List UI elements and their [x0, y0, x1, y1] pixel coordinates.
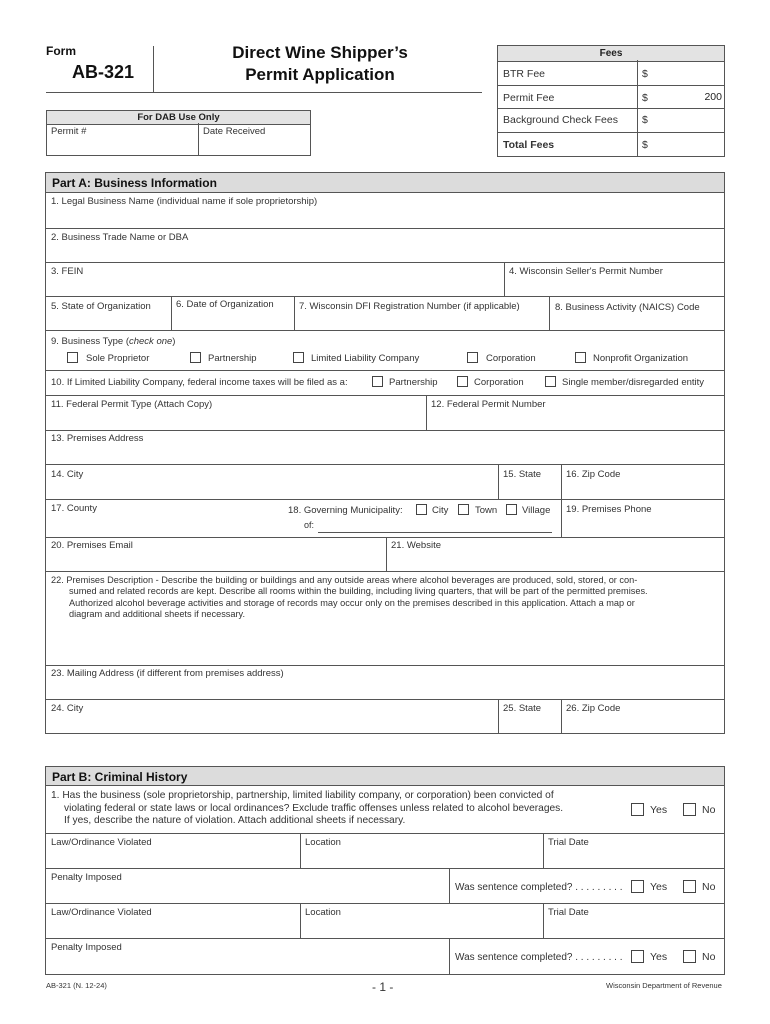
llc-tax-corporation-label: Corporation: [474, 377, 524, 388]
title-line-1: Direct Wine Shipper’s: [232, 43, 408, 62]
penalty-imposed-input-2[interactable]: [47, 954, 447, 973]
date-received-input[interactable]: [200, 138, 309, 155]
trial-date-label-1: Trial Date: [548, 837, 589, 848]
business-type-label: 9. Business Type (check one): [51, 336, 176, 347]
fees-title: Fees: [498, 46, 724, 62]
municipality-town-checkbox[interactable]: [458, 504, 469, 515]
total-fees-input[interactable]: [650, 135, 722, 153]
llc-label: Limited Liability Company: [311, 353, 420, 364]
premises-address-input[interactable]: [47, 445, 723, 463]
fein-input[interactable]: [47, 277, 502, 295]
trade-name-input[interactable]: [47, 243, 723, 261]
sentence-no-label-1: No: [702, 881, 716, 893]
city-label: 14. City: [51, 469, 84, 480]
corporation-label: Corporation: [486, 353, 536, 364]
llc-tax-single-member-checkbox[interactable]: [545, 376, 556, 387]
llc-tax-single-member-label: Single member/disregarded entity: [562, 377, 705, 388]
state-of-organization-input[interactable]: [47, 313, 169, 329]
law-violated-label-2: Law/Ordinance Violated: [51, 907, 152, 918]
date-of-organization-input[interactable]: [173, 313, 292, 329]
mailing-city-label: 24. City: [51, 703, 84, 714]
permit-fee-input[interactable]: 200: [704, 91, 722, 103]
state-input[interactable]: [500, 480, 559, 498]
penalty-imposed-label-1: Penalty Imposed: [51, 872, 122, 883]
municipality-of-label: of:: [304, 520, 315, 530]
date-of-organization-label: 6. Date of Organization: [176, 299, 274, 310]
sentence-no-label-2: No: [702, 951, 716, 963]
mailing-state-label: 25. State: [503, 703, 542, 714]
dab-title: For DAB Use Only: [47, 111, 310, 125]
mailing-address-input[interactable]: [47, 680, 723, 698]
mailing-zip-label: 26. Zip Code: [566, 703, 621, 714]
total-fees-currency: $: [642, 139, 648, 151]
premises-email-input[interactable]: [47, 552, 384, 570]
municipality-of-input[interactable]: [318, 518, 552, 532]
municipality-of-line: [318, 532, 552, 533]
premises-description-label: 22. Premises Description - Describe the building or buildings and any outside areas where alcohol beverages are produced, sold, stored, or con- sumed and related records are kept. Describe all rooms within the building, including living quarters, that will be part of the permitted premises. Authorized alcohol beverage activities and storage of records may occur only on the premises described in this application. Attach a map or diagram and additional sheets if necessary.: [51, 575, 648, 620]
city-input[interactable]: [47, 480, 496, 498]
sentence-no-checkbox-2[interactable]: [683, 950, 696, 963]
llc-tax-partnership-label: Partnership: [389, 377, 438, 388]
law-violated-label-1: Law/Ordinance Violated: [51, 837, 152, 848]
btr-fee-label: BTR Fee: [503, 68, 546, 80]
premises-description-input[interactable]: [47, 625, 723, 664]
dfi-registration-label: 7. Wisconsin DFI Registration Number (if applicable): [299, 301, 520, 312]
premises-email-label: 20. Premises Email: [51, 540, 133, 551]
page-number: - 1 -: [372, 980, 394, 994]
background-check-fee-label: Background Check Fees: [503, 114, 618, 126]
mailing-zip-input[interactable]: [563, 715, 723, 733]
title-line-2: Permit Application: [245, 65, 395, 84]
corporation-checkbox[interactable]: [467, 352, 478, 363]
conviction-yes-label: Yes: [650, 804, 668, 816]
conviction-yes-checkbox[interactable]: [631, 803, 644, 816]
municipality-city-checkbox[interactable]: [416, 504, 427, 515]
form-number: AB-321: [72, 62, 135, 82]
federal-permit-number-label: 12. Federal Permit Number: [431, 399, 546, 410]
conviction-no-checkbox[interactable]: [683, 803, 696, 816]
total-fees-label: Total Fees: [503, 139, 555, 151]
sole-proprietor-checkbox[interactable]: [67, 352, 78, 363]
sentence-yes-checkbox-1[interactable]: [631, 880, 644, 893]
footer-agency: Wisconsin Department of Revenue: [606, 981, 722, 990]
trial-date-input-1[interactable]: [545, 849, 723, 867]
location-input-2[interactable]: [302, 919, 541, 937]
partnership-label: Partnership: [208, 353, 257, 364]
municipality-city-label: City: [432, 505, 449, 516]
premises-phone-input[interactable]: [563, 515, 723, 535]
trade-name-label: 2. Business Trade Name or DBA: [51, 232, 189, 243]
sellers-permit-input[interactable]: [506, 277, 723, 295]
part-b-header: Part B: Criminal History: [45, 766, 725, 786]
sentence-no-checkbox-1[interactable]: [683, 880, 696, 893]
background-check-fee-currency: $: [642, 114, 648, 126]
sentence-completed-label-1: Was sentence completed? . . . . . . . . .: [455, 882, 623, 893]
governing-municipality-label: 18. Governing Municipality:: [288, 505, 403, 516]
part-a-header: Part A: Business Information: [45, 172, 725, 193]
municipality-village-checkbox[interactable]: [506, 504, 517, 515]
mailing-state-input[interactable]: [500, 715, 559, 733]
footer-form-id: AB-321 (N. 12-24): [46, 981, 107, 990]
law-violated-input-1[interactable]: [47, 849, 298, 867]
zip-code-input[interactable]: [563, 480, 723, 498]
llc-tax-label: 10. If Limited Liability Company, federal income taxes will be filed as a:: [51, 377, 348, 388]
penalty-imposed-label-2: Penalty Imposed: [51, 942, 122, 953]
llc-checkbox[interactable]: [293, 352, 304, 363]
page-title: [170, 42, 470, 86]
form-word: Form: [46, 44, 76, 58]
federal-permit-type-label: 11. Federal Permit Type (Attach Copy): [51, 399, 213, 410]
permit-fee-label: Permit Fee: [503, 92, 555, 104]
website-input[interactable]: [388, 552, 723, 570]
federal-permit-number-input[interactable]: [428, 411, 723, 429]
btr-fee-input[interactable]: [650, 65, 722, 83]
sentence-yes-label-2: Yes: [650, 951, 668, 963]
location-input-1[interactable]: [302, 849, 541, 867]
website-label: 21. Website: [391, 540, 441, 551]
sentence-completed-label-2: Was sentence completed? . . . . . . . . .: [455, 952, 623, 963]
background-check-fee-input[interactable]: [650, 111, 722, 129]
criminal-history-question: 1. Has the business (sole proprietorship, partnership, limited liability company, or corporation) been convicted of violating federal or state laws or local ordinances? Exclude traffic offenses unless related to alcohol beverages. If yes, describe the nature of violation. Attach additional sheets if necessary.: [51, 790, 564, 826]
trial-date-input-2[interactable]: [545, 919, 723, 937]
nonprofit-label: Nonprofit Organization: [593, 353, 689, 364]
county-input[interactable]: [47, 515, 282, 535]
header-underline: [153, 92, 482, 93]
location-label-2: Location: [305, 907, 341, 918]
legal-business-name-input[interactable]: [47, 208, 723, 227]
llc-tax-corporation-checkbox[interactable]: [457, 376, 468, 387]
fein-label: 3. FEIN: [51, 266, 84, 277]
sole-proprietor-label: Sole Proprietor: [86, 353, 150, 364]
sellers-permit-label: 4. Wisconsin Seller's Permit Number: [509, 266, 663, 277]
municipality-village-label: Village: [522, 505, 551, 516]
federal-permit-type-input[interactable]: [47, 411, 424, 429]
legal-business-name-label: 1. Legal Business Name (individual name if sole proprietorship): [51, 196, 318, 207]
trial-date-label-2: Trial Date: [548, 907, 589, 918]
sentence-yes-checkbox-2[interactable]: [631, 950, 644, 963]
state-label: 15. State: [503, 469, 542, 480]
premises-address-label: 13. Premises Address: [51, 433, 144, 444]
conviction-no-label: No: [702, 804, 716, 816]
state-of-organization-label: 5. State of Organization: [51, 301, 151, 312]
header-divider: [153, 46, 154, 92]
premises-phone-label: 19. Premises Phone: [566, 504, 652, 515]
zip-code-label: 16. Zip Code: [566, 469, 621, 480]
llc-tax-partnership-checkbox[interactable]: [372, 376, 383, 387]
permit-fee-currency: $: [642, 92, 648, 104]
penalty-imposed-input-1[interactable]: [47, 884, 447, 902]
mailing-city-input[interactable]: [47, 715, 496, 733]
dfi-registration-input[interactable]: [296, 313, 547, 329]
mailing-address-label: 23. Mailing Address (if different from premises address): [51, 668, 284, 679]
county-label: 17. County: [51, 503, 97, 514]
municipality-town-label: Town: [475, 505, 498, 516]
sentence-yes-label-1: Yes: [650, 881, 668, 893]
location-label-1: Location: [305, 837, 341, 848]
law-violated-input-2[interactable]: [47, 919, 298, 937]
btr-fee-currency: $: [642, 68, 648, 80]
naics-code-input[interactable]: [551, 313, 723, 329]
naics-code-label: 8. Business Activity (NAICS) Code: [555, 302, 700, 313]
nonprofit-checkbox[interactable]: [575, 352, 586, 363]
date-received-label: Date Received: [203, 126, 266, 137]
partnership-checkbox[interactable]: [190, 352, 201, 363]
permit-number-label: Permit #: [51, 126, 87, 137]
permit-number-input[interactable]: [48, 138, 196, 155]
